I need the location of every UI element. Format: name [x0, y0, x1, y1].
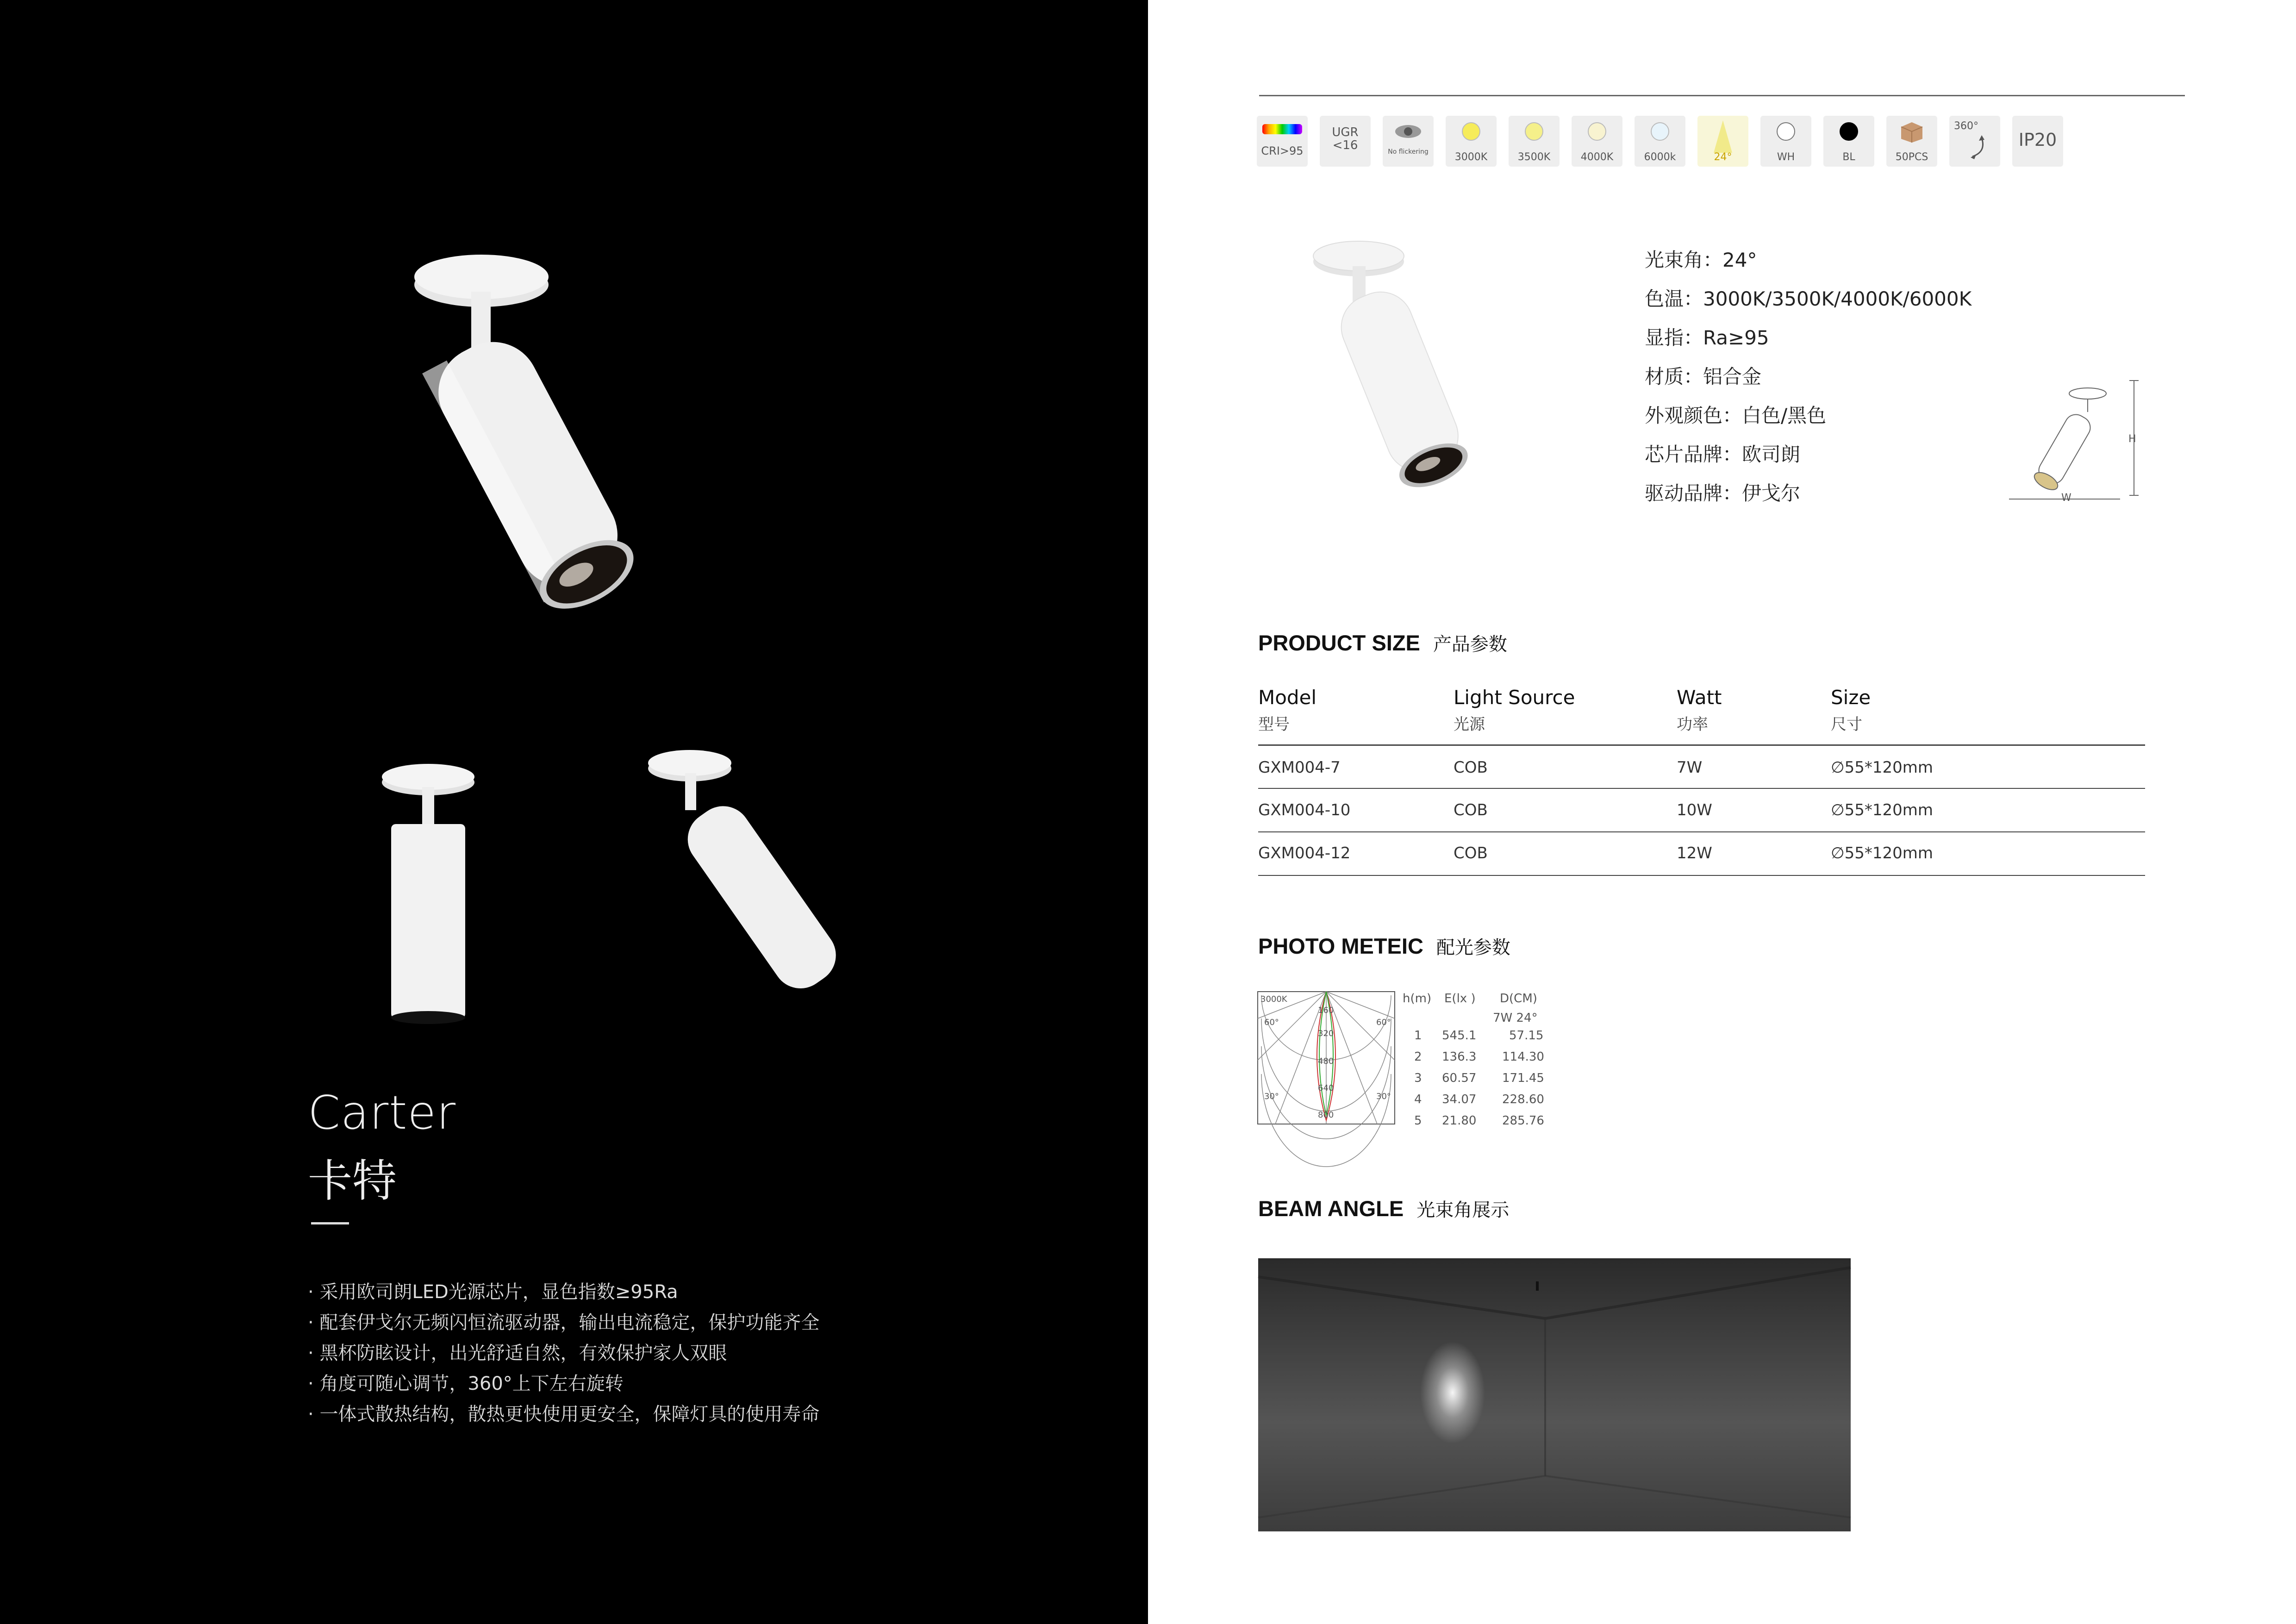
product-name: Carter [308, 1086, 456, 1140]
spec-beam-angle: 光束角：24° [1645, 249, 1757, 271]
cell-source: COB [1454, 758, 1488, 777]
svg-text:228.60: 228.60 [1502, 1093, 1544, 1106]
beam-angle-photo [1258, 1258, 1851, 1531]
product-size-title: PRODUCT SIZE 产品参数 [1258, 631, 1507, 655]
feature-list [308, 1277, 819, 1430]
main-product-image [407, 250, 824, 694]
table-divider [1258, 875, 2145, 876]
col-h: h(m) [1403, 992, 1432, 1006]
top-divider [1259, 95, 2185, 96]
width-label: W [2061, 492, 2071, 504]
spec-material: 材质：铝合金 [1645, 365, 1762, 388]
ip-rating-icon: IP20 [2012, 116, 2063, 167]
svg-text:5: 5 [1414, 1114, 1422, 1128]
svg-text:34.07: 34.07 [1442, 1093, 1477, 1106]
radius-label: 160 [1318, 1006, 1334, 1015]
cell-model: GXM004-12 [1258, 844, 1351, 862]
ugr-icon: UGR <16 [1320, 116, 1371, 167]
no-flicker-icon: No flickering [1383, 116, 1434, 167]
spec-driver-brand: 驱动品牌：伊戈尔 [1645, 482, 1801, 505]
header-model: Model 型号 [1258, 686, 1317, 734]
cell-model: GXM004-7 [1258, 758, 1341, 777]
radius-label: 800 [1318, 1110, 1334, 1120]
feature-item: · 角度可随心调节，360°上下左右旋转 [308, 1368, 819, 1399]
col-sub: 7W 24° [1493, 1011, 1538, 1025]
col-d: D(CM) [1500, 992, 1537, 1006]
spec-chip-brand: 芯片品牌：欧司朗 [1645, 443, 1801, 466]
cct-3500k-icon: 3500K [1509, 116, 1560, 167]
cri-icon: CRI>95 [1257, 116, 1308, 167]
polar-diagram [1257, 991, 1544, 1130]
package-icon: 50PCS [1886, 116, 1937, 167]
svg-text:285.76: 285.76 [1502, 1114, 1544, 1128]
header-watt: Watt 功率 [1677, 686, 1722, 734]
angle-label: 60° [1376, 1018, 1391, 1027]
cell-size: ∅55*120mm [1831, 801, 1934, 819]
rotate-360-icon: 360° [1949, 116, 2000, 167]
cct-4000k-icon: 4000K [1572, 116, 1622, 167]
feature-item: · 采用欧司朗LED光源芯片，显色指数≥95Ra [308, 1277, 819, 1307]
svg-text:136.3: 136.3 [1442, 1050, 1477, 1064]
svg-text:171.45: 171.45 [1502, 1071, 1544, 1085]
spec-list [1645, 241, 1972, 513]
radius-label: 640 [1318, 1083, 1334, 1093]
svg-text:21.80: 21.80 [1442, 1114, 1477, 1128]
straight-product-image [370, 755, 486, 1032]
svg-text:114.30: 114.30 [1502, 1050, 1544, 1064]
col-e: E(lx ) [1444, 992, 1476, 1006]
cct-label: 3000K [1260, 994, 1287, 1004]
feature-item: · 黑杯防眩设计，出光舒适自然，有效保护家人双眼 [308, 1338, 819, 1368]
angle-label: 30° [1376, 1092, 1391, 1101]
header-light-source: Light Source 光源 [1454, 686, 1575, 734]
spec-cri: 显指：Ra≥95 [1645, 326, 1769, 349]
svg-text:1: 1 [1414, 1029, 1422, 1043]
black-color-icon: BL [1823, 116, 1874, 167]
angle-label: 30° [1264, 1092, 1279, 1101]
spec-product-image [1310, 238, 1551, 498]
spec-finish: 外观颜色：白色/黑色 [1645, 404, 1827, 427]
angled-product-image [639, 741, 861, 1028]
table-divider [1258, 788, 2145, 789]
cct-6000k-icon: 6000k [1635, 116, 1685, 167]
svg-text:545.1: 545.1 [1442, 1029, 1477, 1043]
header-size: Size 尺寸 [1831, 686, 1871, 734]
cell-source: COB [1454, 844, 1488, 862]
cell-source: COB [1454, 801, 1488, 819]
feature-item: · 配套伊戈尔无频闪恒流驱动器，输出电流稳定，保护功能齐全 [308, 1307, 819, 1338]
white-color-icon: WH [1760, 116, 1811, 167]
dimension-drawing [2004, 380, 2152, 509]
svg-text:3: 3 [1414, 1071, 1422, 1085]
table-divider [1258, 831, 2145, 832]
beam-angle-title: BEAM ANGLE 光束角展示 [1258, 1196, 1510, 1221]
cell-size: ∅55*120mm [1831, 844, 1934, 862]
svg-text:57.15: 57.15 [1509, 1029, 1544, 1043]
cell-model: GXM004-10 [1258, 801, 1351, 819]
feature-item: · 一体式散热结构，散热更快使用更安全，保障灯具的使用寿命 [308, 1399, 819, 1430]
radius-label: 480 [1318, 1056, 1334, 1066]
feature-icons-row [1257, 116, 2063, 167]
svg-text:60.57: 60.57 [1442, 1071, 1477, 1085]
height-label: H [2128, 433, 2136, 445]
svg-text:2: 2 [1414, 1050, 1422, 1064]
cell-watt: 7W [1677, 758, 1703, 777]
beam-angle-icon: 24° [1697, 116, 1748, 167]
cell-size: ∅55*120mm [1831, 758, 1934, 777]
table-divider [1258, 744, 2145, 746]
cell-watt: 10W [1677, 801, 1712, 819]
cell-watt: 12W [1677, 844, 1712, 862]
spec-cct: 色温：3000K/3500K/4000K/6000K [1645, 287, 1972, 310]
product-name-cn: 卡特 [308, 1155, 397, 1207]
title-divider [311, 1222, 349, 1224]
radius-label: 320 [1318, 1029, 1334, 1038]
photo-metric-title: PHOTO METEIC 配光参数 [1258, 934, 1510, 958]
angle-label: 60° [1264, 1018, 1279, 1027]
cct-3000k-icon: 3000K [1446, 116, 1497, 167]
svg-text:4: 4 [1414, 1093, 1422, 1106]
